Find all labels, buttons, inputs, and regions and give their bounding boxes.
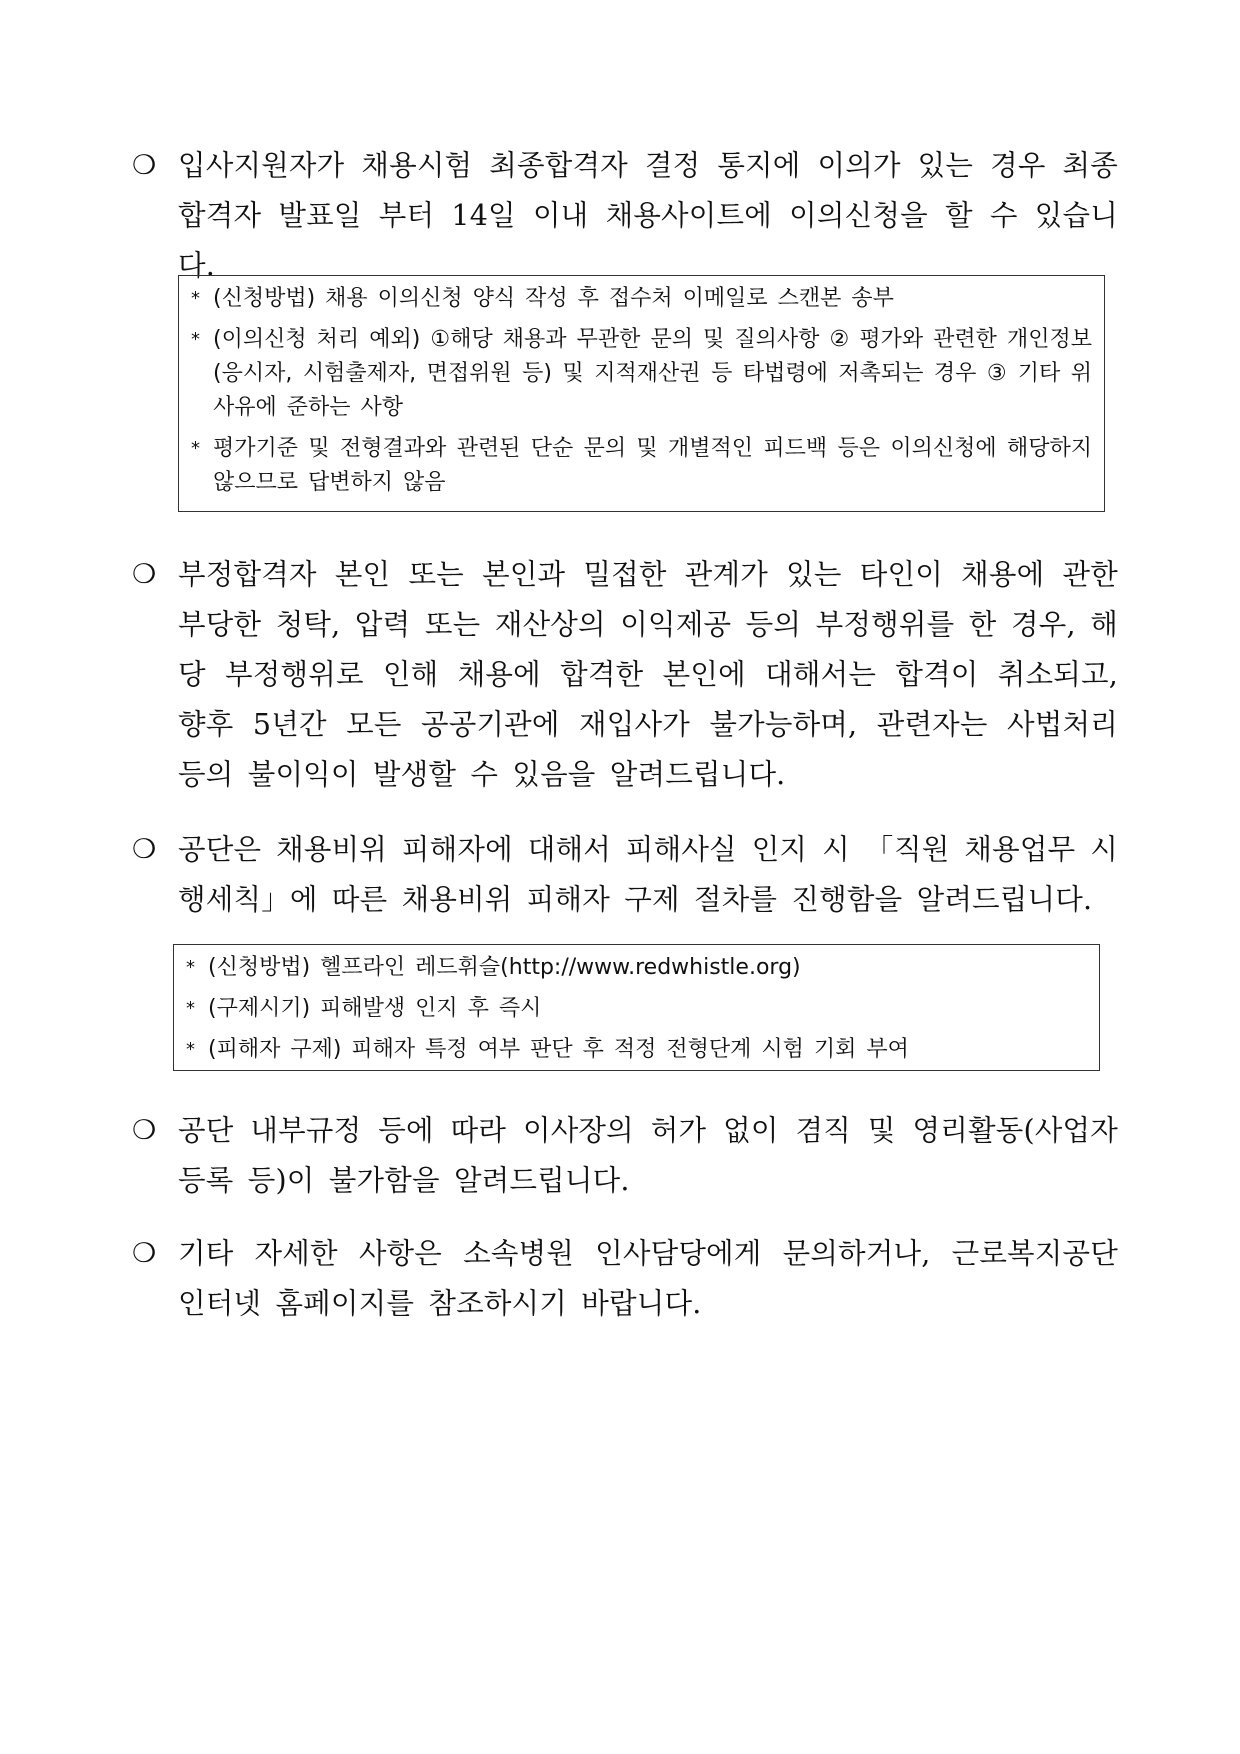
notice-paragraph-victim-relief <box>132 825 1118 925</box>
note-item <box>191 282 1092 316</box>
notice-paragraph-objection <box>132 141 1118 291</box>
note-text: (신청방법) 헬프라인 레드휘슬(http://www.redwhistle.org) <box>208 955 801 980</box>
paragraph-text: 공단 내부규정 등에 따라 이사장의 허가 없이 겸직 및 영리활동(사업자 등록 등)이 불가함을 알려드립니다. <box>178 1114 1118 1197</box>
note-text: (구제시기) 피해발생 인지 후 즉시 <box>208 996 542 1021</box>
note-text: (피해자 구제) 피해자 특정 여부 판단 후 적정 전형단계 시험 기회 부여 <box>208 1037 909 1062</box>
notice-paragraph-contact <box>132 1229 1118 1329</box>
note-text: 평가기준 및 전형결과와 관련된 단순 문의 및 개별적인 피드백 등은 이의신청에 해당하지 않으므로 답변하지 않음 <box>213 436 1092 495</box>
asterisk-icon: * <box>186 998 195 1019</box>
asterisk-icon: * <box>191 438 200 459</box>
note-item <box>186 1033 1087 1067</box>
note-item <box>186 992 1087 1026</box>
paragraph-text: 공단은 채용비위 피해자에 대해서 피해사실 인지 시 「직원 채용업무 시행세칙」에 따른 채용비위 피해자 구제 절차를 진행함을 알려드립니다. <box>178 833 1118 916</box>
asterisk-icon: * <box>191 329 200 350</box>
bullet-circle-icon: ❍ <box>132 1238 157 1269</box>
bullet-circle-icon: ❍ <box>132 559 157 590</box>
paragraph-text: 입사지원자가 채용시험 최종합격자 결정 통지에 이의가 있는 경우 최종합격자 발표일 부터 14일 이내 채용사이트에 이의신청을 할 수 있습니다. <box>178 149 1118 282</box>
note-text: (신청방법) 채용 이의신청 양식 작성 후 접수처 이메일로 스캔본 송부 <box>213 286 894 311</box>
note-text: (이의신청 처리 예외) ①해당 채용과 무관한 문의 및 질의사항 ② 평가와 관련한 개인정보(응시자, 시험출제자, 면접위원 등) 및 지적재산권 등 타법령에 저촉되는 경우 ③ 기타 위 사유에 준하는 사항 <box>213 327 1092 420</box>
bullet-circle-icon: ❍ <box>132 834 157 865</box>
bullet-circle-icon: ❍ <box>132 1115 157 1146</box>
note-item <box>191 432 1092 500</box>
asterisk-icon: * <box>191 288 200 309</box>
note-item <box>186 951 1087 985</box>
note-box-objection <box>178 275 1105 512</box>
asterisk-icon: * <box>186 1039 195 1060</box>
paragraph-text: 부정합격자 본인 또는 본인과 밀접한 관계가 있는 타인이 채용에 관한 부당한 청탁, 압력 또는 재산상의 이익제공 등의 부정행위를 한 경우, 해당 부정행위로 인해 채용에 합격한 본인에 대해서는 합격이 취소되고, 향후 5년간 모든 공공기관에 재입사가 불가능하며, 관련자는 사법처리 등의 불이익이 발생할 수 있음을 알려드립니다. <box>178 558 1118 791</box>
paragraph-text: 기타 자세한 사항은 소속병원 인사담당에게 문의하거나, 근로복지공단 인터넷 홈페이지를 참조하시기 바랍니다. <box>178 1237 1118 1320</box>
asterisk-icon: * <box>186 957 195 978</box>
bullet-circle-icon: ❍ <box>132 150 157 181</box>
notice-paragraph-side-job <box>132 1106 1118 1206</box>
note-item <box>191 323 1092 425</box>
note-box-victim-relief <box>173 944 1100 1071</box>
notice-paragraph-fraud <box>132 550 1118 800</box>
